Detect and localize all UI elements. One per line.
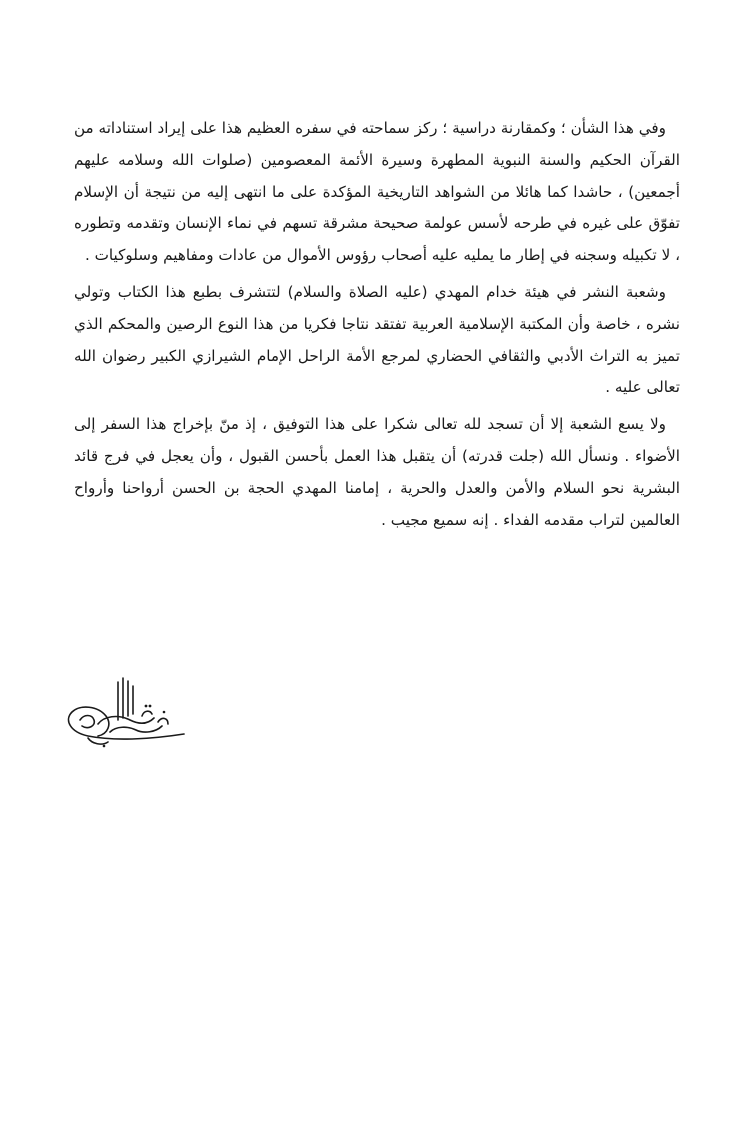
calligraphy-seal-icon (58, 676, 188, 750)
body-text (74, 113, 680, 536)
paragraph-3: ولا يسع الشعبة إلا أن تسجد لله تعالى شكرا على هذا التوفيق ، إذ منّ بإخراج هذا السفر إلى الأضواء . ونسأل الله (جلت قدرته) أن يتقبل هذا العمل بأحسن القبول ، وأن يعجل في فرج قائد البشرية نحو السلام والأمن والعدل والحرية ، إمامنا المهدي الحجة بن الحسن أرواحنا وأرواح العالمين لتراب مقدمه الفداء . إنه سميع مجيب . (74, 415, 680, 529)
paragraph-1: وفي هذا الشأن ؛ وكمقارنة دراسية ؛ ركز سماحته في سفره العظيم هذا على إيراد استناداته من القرآن الحكيم والسنة النبوية المطهرة وسيرة الأئمة المعصومين (صلوات الله وسلامه عليهم أجمعين) ، حاشدا كما هائلا من الشواهد التاريخية المؤكدة على ما انتهى إليه من نتيجة أن الإسلام تفوّق على غيره في طرحه لأسس عولمة صحيحة مشرقة تسهم في نماء الإنسان وتقدمه وتطوره ، لا تكبيله وسجنه في إطار ما يمليه عليه أصحاب رؤوس الأموال من عادات ومفاهيم وسلوكيات . (74, 119, 680, 265)
paragraph-2: وشعبة النشر في هيئة خدام المهدي (عليه الصلاة والسلام) لتتشرف بطبع هذا الكتاب وتولي نشره ، خاصة وأن المكتبة الإسلامية العربية تفتقد نتاجا فكريا من هذا النوع الرصين والمحكم الذي تميز به التراث الأدبي والثقافي الحضاري لمرجع الأمة الراحل الإمام الشيرازي الكبير رضوان الله تعالى عليه . (74, 282, 680, 397)
